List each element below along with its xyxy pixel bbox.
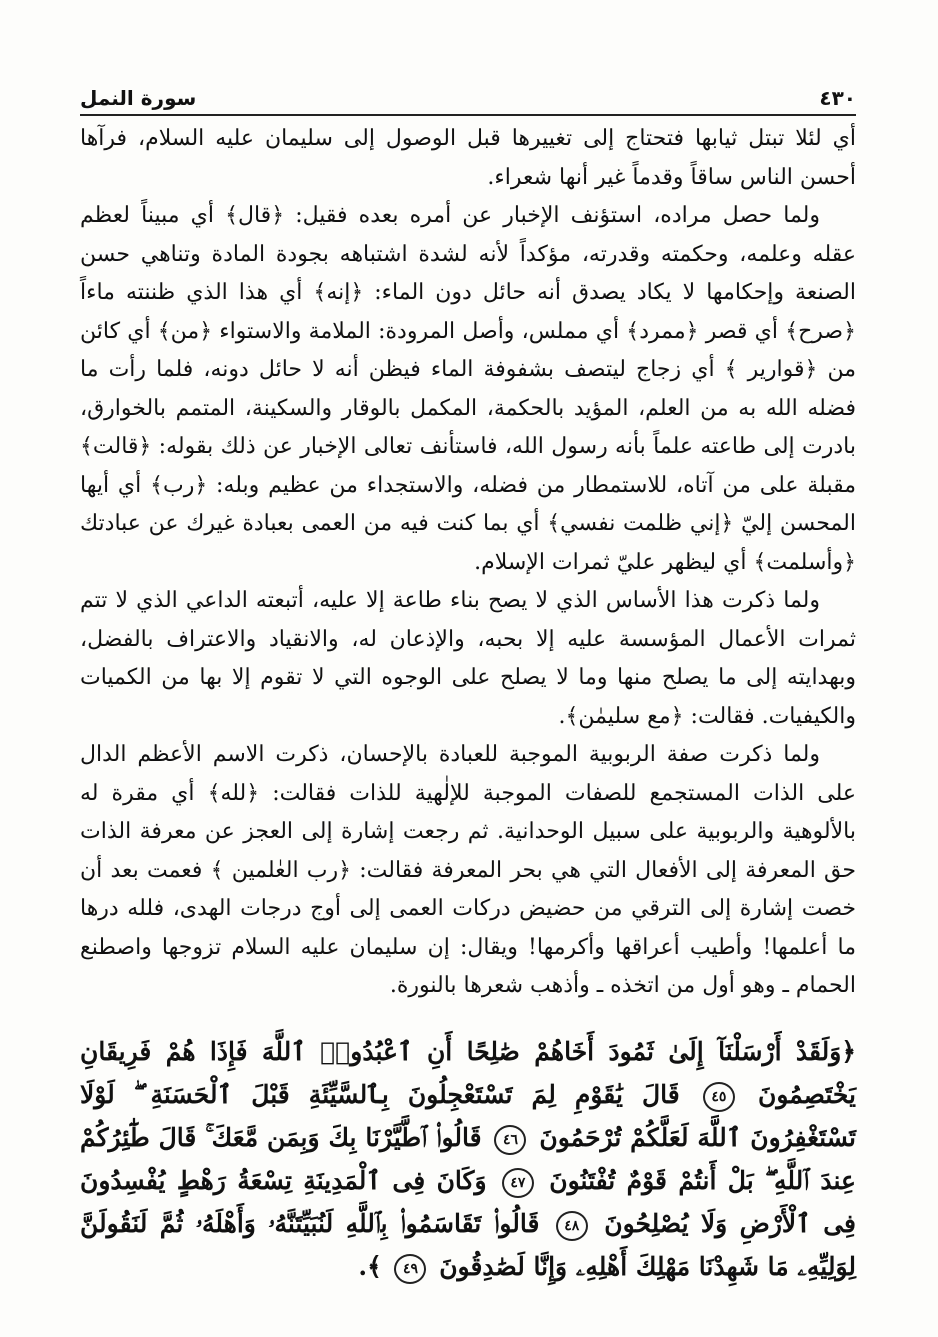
surah-title: سورة النمل <box>80 86 197 110</box>
paragraph: ولما حصل مراده، استؤنف الإخبار عن أمره بعده فقيل: ﴿قال﴾ أي مبيناً لعظم عقله وعلمه، وحكمته وقدرته، مؤكداً لأنه لشدة اشتباهه بجودة المادة وتناهي حسن الصنعة وإحكامها لا يكاد يصدق أنه حائل دون الماء: ﴿إنه﴾ أي هذا الذي ظننته ماءاً ﴿صرح﴾ أي قصر ﴿ممرد﴾ أي مملس، وأصل المرودة: الملامة والاستواء ﴿من﴾ أي كائن من ﴿قوارير ﴾ أي زجاج ليتصف بشفوفة الماء فيظن أنه لا حائل دونه، فلما رأت ما فضله الله به من العلم، المؤيد بالحكمة، المكمل بالوقار والسكينة، المتمم بالخوارق، بادرت إلى طاعته علماً بأنه رسول الله، فاستأنف تعالى الإخبار عن ذلك بقوله: ﴿قالت﴾ مقبلة على من آتاه، للاستمطار من فضله، والاستجداء من عظيم وبله: ﴿رب﴾ أي أيها المحسن إليّ ﴿إني ظلمت نفسي﴾ أي بما كنت فيه من العمى بعبادة غيرك عن عبادتك ﴿وأسلمت﴾ أي ليظهر عليّ ثمرات الإسلام. <box>80 203 856 575</box>
page-header <box>80 78 856 116</box>
paragraph: ولما ذكرت هذا الأساس الذي لا يصح بناء طاعة إلا عليه، أتبعته الداعي الذي لا تتم ثمرات الأعمال المؤسسة عليه إلا بحبه، والإذعان له، والانقياد والاعتراف بالفضل، وبهدايته إلى ما يصلح منها وما لا يصلح على الوجوه التي لا تقوم إلا بها من الكميات والكيفيات. فقالت: ﴿مع سليمٰن﴾. <box>80 588 856 729</box>
verse-closing: ﴾. <box>358 1252 382 1281</box>
page-number: ٤٣٠ <box>819 86 856 110</box>
verse-text: قَالُوا۟ تَقَاسَمُوا۟ بِٱللَّهِ لَنُبَيِّتَنَّهُۥ وَأَهْلَهُۥ ثُمَّ لَنَقُولَنَّ لِوَلِيِّهِۦ مَا شَهِدْنَا مَهْلِكَ أَهْلِهِۦ وَإِنَّا لَصَٰدِقُونَ <box>80 1209 856 1281</box>
commentary-text <box>80 120 856 1006</box>
paragraph: أي لئلا تبتل ثيابها فتحتاج إلى تغييرها قبل الوصول إلى سليمان عليه السلام، فرآها أحسن الناس ساقاً وقدماً غير أنها شعراء. <box>80 126 856 190</box>
quran-verses <box>80 1030 856 1288</box>
verse-text: قَالَ يَٰقَوْمِ لِمَ تَسْتَعْجِلُونَ بِٱلسَّيِّئَةِ قَبْلَ ٱلْحَسَنَةِ ۖ لَوْلَا تَسْتَغْفِرُونَ ٱللَّهَ لَعَلَّكُمْ تُرْحَمُونَ <box>80 1080 856 1152</box>
ayah-number-marker: ٤٦ <box>494 1125 526 1155</box>
verse-text: وَكَانَ فِى ٱلْمَدِينَةِ تِسْعَةُ رَهْطٍ يُفْسِدُونَ فِى ٱلْأَرْضِ وَلَا يُصْلِحُونَ <box>80 1166 856 1238</box>
paragraph: ولما ذكرت صفة الربوبية الموجبة للعبادة بالإحسان، ذكرت الاسم الأعظم الدال على الذات المستجمع للصفات الموجبة للإلٰهية للذات فقالت: ﴿لله﴾ أي مقرة له بالألوهية والربوبية على سبيل الوحدانية. ثم رجعت إشارة إلى العجز عن معرفة الذات حق المعرفة إلى الأفعال التي هي بحر المعرفة فقالت: ﴿رب العٰلمين ﴾ فعمت بعد أن خصت إشارة إلى الترقي من حضيض دركات العمى إلى أوج درجات الهدى، فلله درها ما أعلمها! وأطيب أعراقها وأكرمها! ويقال: إن سليمان عليه السلام تزوجها واصطنع الحمام ـ وهو أول من اتخذه ـ وأذهب شعرها بالنورة. <box>80 742 857 998</box>
verse-text: ﴿وَلَقَدْ أَرْسَلْنَآ إِلَىٰ ثَمُودَ أَخَاهُمْ صَٰلِحًا أَنِ ٱعْبُدُوا۟ ٱللَّهَ فَإِذَا هُمْ فَرِيقَانِ يَخْتَصِمُونَ <box>80 1037 856 1109</box>
ayah-number-marker: ٤٥ <box>703 1082 735 1112</box>
ayah-number-marker: ٤٧ <box>502 1168 534 1198</box>
ayah-number-marker: ٤٩ <box>394 1254 426 1284</box>
ayah-number-marker: ٤٨ <box>556 1211 588 1241</box>
verse-text: قَالُوا۟ ٱطَّيَّرْنَا بِكَ وَبِمَن مَّعَكَ ۚ قَالَ طَٰٓئِرُكُمْ عِندَ ٱللَّهِ ۖ بَلْ أَنتُمْ قَوْمٌ تُفْتَنُونَ <box>80 1123 856 1195</box>
